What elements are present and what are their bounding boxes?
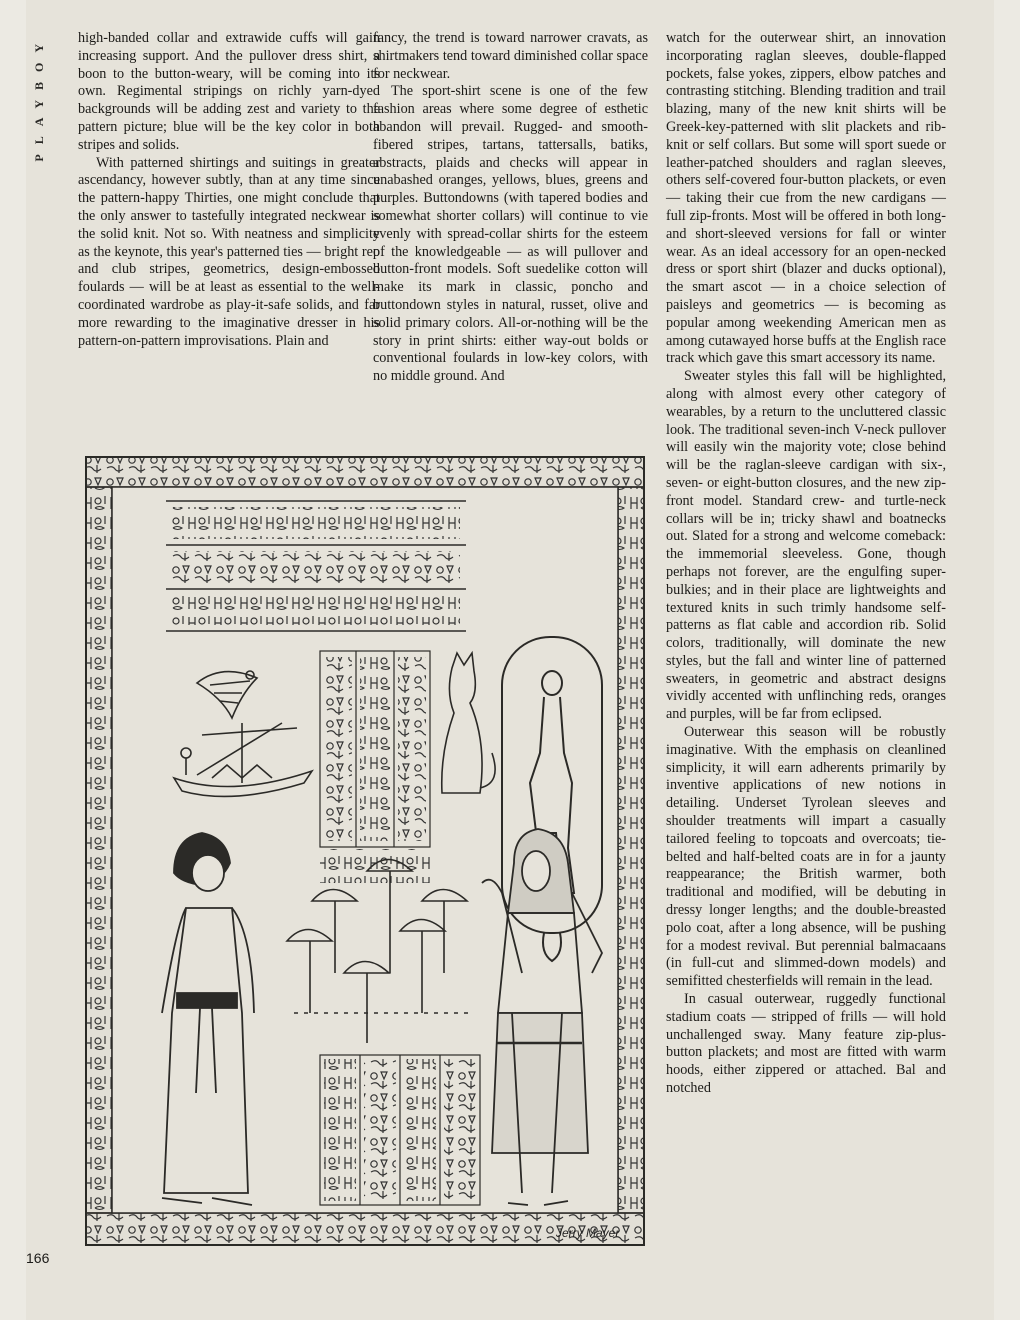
text-column-1 (78, 30, 380, 350)
text-column-2 (373, 30, 648, 386)
paragraph: watch for the outerwear shirt, an innovation incorporating raglan sleeves, double-flapped pockets, false yokes, zippers, elbow patches and contrasting stitching. Blending tradition and trail blazing, many of the new knit shirts will be Greek-key-patterned with slit plackets and rib-knit or self collars. But some will sport suede or leather-patched shoulders and raglan sleeves, others self-covered four-button plackets, or even — taking their cue from the new cardigans — full zip-fronts. Most will be offered in both long- and short-sleeved versions for fall or winter wear. As an ideal accessory for an open-necked dress or sport shirt (blazer and ducks optional), the smart ascot — in a choice selection of paisleys and geometrics — is becoming as popular among weekending American men as among cutawayed horse buffs at the English race track which gave this smart accessory its name. (666, 30, 946, 367)
paragraph: Outerwear this season will be robustly imaginative. With the emphasis on cleanlined simplicity, it will earn adherents primarily by inventive applications of new notions in detailing. Underset Tyrolean sleeves and shoulder treatments will impart a casually tailored feeling to topcoats and overcoats; tie-belted and half-belted coats are in for a jaunty reappearance; the British warmer, both traditional and modified, will be debuting in dressy longer lengths; and the double-breasted polo coat, after a long absence, will be pushing for a modest revival. But perennial balmacaans (in full-cut and slimmed-down models) and semifitted chesterfields will remain in the lead. (666, 724, 946, 990)
hieroglyph-border-left (86, 487, 112, 1213)
paragraph: high-banded collar and extrawide cuffs will gain increasing support. And the pullover dress shirt, a boon to the button-weary, will be coming into its own. Regimental stripings on richly yarn-dyed backgrounds will be adding zest and variety to the pattern picture; blue will be the key color in both stripes and solids. (78, 30, 380, 153)
paragraph: In casual outerwear, ruggedly functional stadium coats — stripped of frills — will hold unchallenged sway. Many feature zip-plus-button plackets; and most are fitted with warm hoods, either zippered or attached. Bal and notched (666, 991, 946, 1097)
page-number: 166 (26, 1250, 50, 1266)
artist-signature: Jerry Mayer (556, 1226, 620, 1240)
paragraph: With patterned shirtings and suitings in greater ascendancy, however subtly, than at any time since the pattern-happy Thirties, one might conclude that the only answer to tastefully integrated neckwear is the solid knit. Not so. With neatness and simplicity as the keynote, this year's patterned ties — bright rep and club stripes, geometrics, design-embossed foulards — will be at least as essential to the well-coordinated wardrobe as play-it-safe solids, and far more rewarding to the imaginative dresser in his pattern-on-pattern improvisations. Plain and (78, 154, 380, 349)
magazine-running-head: PLAYBOY (32, 34, 46, 162)
paragraph: Sweater styles this fall will be highlighted, along with almost every other category of wearables, by a return to the uncluttered classic look. The traditional seven-inch V-neck pullover will easily win the majority vote; close behind will be the raglan-sleeve cardigan with six-, seven- or eight-button closures, and the new zip-front model. Standard crew- and turtle-neck collars will be in; tricky shawl and boatnecks out. Slated for a strong and welcome comeback: the immemorial sleeveless. Gone, though perhaps not forever, are the engulfing super-bulkies; and in their place are lightweights and textured knits in such trimly handsome self-patterns as flat cable and accordion rib. Solid colors, traditionally, will dominate the new styles, but the fall and winter line of patterned sweaters, in geometric and abstract designs vividly accented with unflinching reds, oranges and purples, will be far from eclipsed. (666, 368, 946, 723)
hieroglyph-rows (166, 501, 466, 631)
text-column-3 (666, 30, 946, 1098)
magazine-page (26, 0, 994, 1320)
paragraph: The sport-shirt scene is one of the few fashion areas where some degree of esthetic abandon will prevail. Rugged- and smooth-fibered stripes, tartans, tattersalls, batiks, abstracts, plaids and checks will appear in unabashed oranges, yellows, blues, greens and purples. Buttondowns (with tapered bodies and somewhat shorter collars) will continue to vie evenly with spread-collar shirts for the esteem of the knowledgeable — as will pullover and button-front models. Soft suedelike cotton will make its mark in classic, poncho and buttondown styles in natural, russet, olive and solid primary colors. All-or-nothing will be the story in print shirts: either way-out bolds or conventional foulards in low-key colors, with no middle ground. And (373, 83, 648, 385)
hieroglyph-border-right (618, 487, 644, 1213)
egyptian-illustration (82, 453, 648, 1249)
hieroglyph-columns-lower (320, 1055, 480, 1205)
paragraph: fancy, the trend is toward narrower cravats, as shirtmakers tend toward diminished collar space for neckwear. (373, 30, 648, 82)
hieroglyph-border-top (86, 457, 644, 487)
